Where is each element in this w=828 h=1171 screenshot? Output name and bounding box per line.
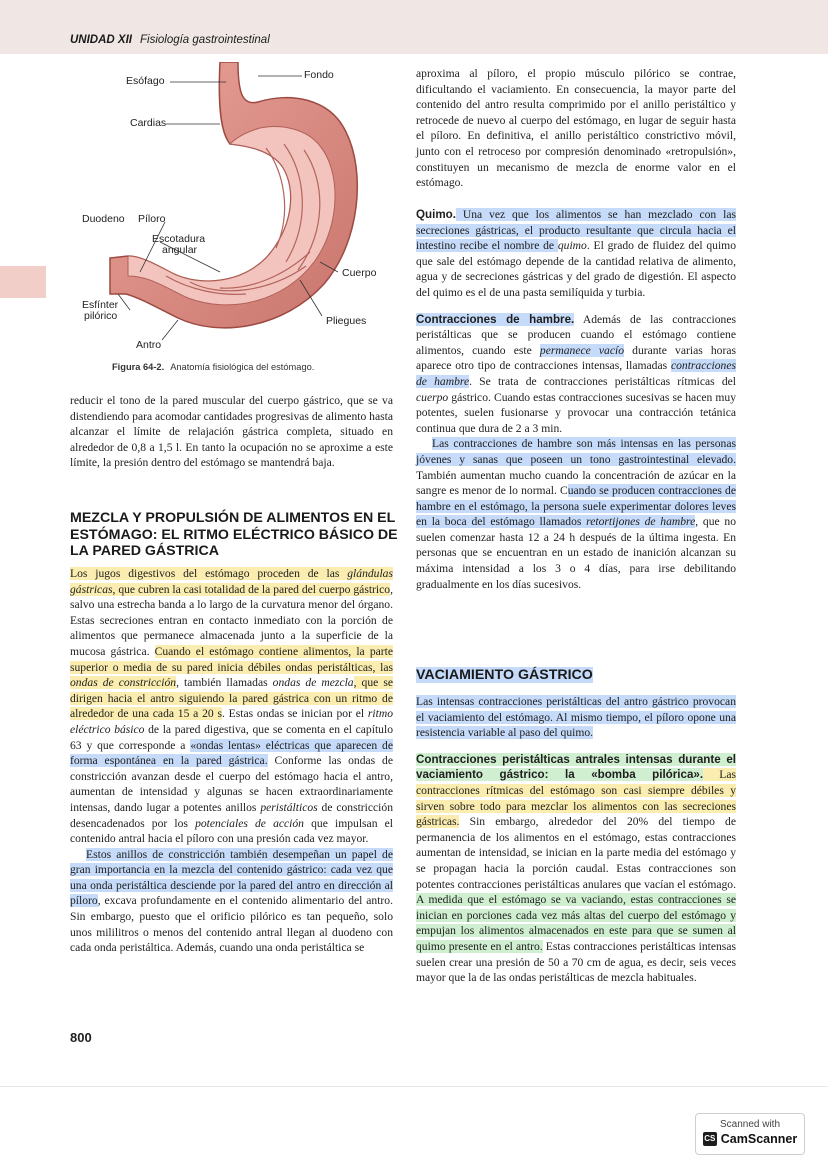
hambre-paragraph: Contracciones de hambre. Además de las contracciones peristálticas que se producen cuando el estómago contiene alimentos, cuando este permanece vacío durante varias horas aparece otro tipo de contracciones intensas, llamadas contracciones de hambre. Se trata de contracciones peristálticas rítmicas del cuerpo gástrico. Cuando estas contracciones sucesivas se hacen muy potentes, suelen fusionarse y provocar una contracción tetánica continua que dura de 2 a 3 min.	[416, 312, 737, 435]
label-esofago: Esófago	[126, 75, 165, 87]
section-title-vaciamiento: VACIAMIENTO GÁSTRICO	[416, 667, 593, 683]
label-antro: Antro	[136, 339, 162, 351]
text-paragraph: reducir el tono de la pared muscular del cuerpo gástrico, que se va distendiendo para acomodar cantidades progresivas de alimento hasta alcanzar el límite de relajación gástrica completa, situado en alrededor de 0,8 a 1,5 l. En tanto la ocupación no se aproxime a este límite, la presión dentro del estómago se mantendrá baja.	[70, 394, 393, 470]
label-cardias: Cardias	[130, 117, 167, 129]
caption-text: Anatomía fisiológica del estómago.	[170, 362, 315, 372]
label-cuerpo: Cuerpo	[342, 267, 377, 279]
caption-number: Figura 64-2.	[112, 362, 165, 372]
right-column-vaciamiento	[416, 694, 736, 986]
quimo-paragraph: Quimo. Una vez que los alimentos se han mezclado con las secreciones gástricas, el producto resultante que circula hacia el intestino recibe el nombre de quimo. El grado de fluidez del quimo que sale del estómago depende de la cantidad relativa de alimento, agua y de secreciones gástricas y del grado de digestión. El aspecto del quimo es el de una pasta semilíquida y turbia.	[416, 208, 736, 299]
label-fondo: Fondo	[304, 69, 334, 81]
running-header	[70, 34, 270, 46]
page-number: 800	[70, 1030, 92, 1045]
left-column-body	[70, 566, 393, 956]
unit-label: UNIDAD XII	[70, 34, 132, 46]
label-esfinter: Esfínter	[82, 299, 119, 311]
camscanner-logo-icon: CS	[703, 1132, 717, 1146]
label-piloro: Píloro	[138, 213, 166, 225]
text-paragraph: Estos anillos de constricción también desempeñan un papel de gran importancia en la mezcla del contenido gástrico: cada vez que una onda peristáltica desciende por la pared del antro en dirección al píloro, excava profundamente en el contenido alimentario del antro. Sin embargo, puesto que el orificio pilórico es tan pequeño, solo unos mililitros o menos del contenido antral llegan al duodeno con cada onda peristáltica. Además, cuando una onda peristáltica se	[70, 847, 393, 955]
section-title-mezcla: MEZCLA Y PROPULSIÓN DE ALIMENTOS EN EL ESTÓMAGO: EL RITMO ELÉCTRICO BÁSICO DE LA PARED GÁSTRICA	[70, 510, 398, 559]
camscanner-badge	[695, 1113, 805, 1155]
camscanner-name: CamScanner	[720, 1132, 798, 1146]
stomach-figure	[70, 62, 390, 362]
side-tab	[0, 266, 46, 298]
label-pilorico: pilórico	[84, 310, 118, 322]
label-escotadura: Escotadura	[152, 233, 206, 245]
label-angular: angular	[162, 244, 198, 256]
figure-caption	[112, 362, 314, 372]
header-title: Fisiología gastrointestinal	[139, 34, 270, 46]
left-paragraph-1	[70, 393, 393, 471]
label-pliegues: Pliegues	[326, 315, 367, 327]
footer-divider	[0, 1086, 828, 1087]
bomba-pilorica-paragraph: Contracciones peristálticas antrales intensas durante el vaciamiento gástrico: la «bomba pilórica». Las contracciones rítmicas del estómago son casi siempre débiles y sirven sobre todo para mezclar los alimentos con las secreciones gástricas. Sin embargo, alrededor del 20% del tiempo de permanencia de los alimentos en el estómago, estas contracciones aumentan de intensidad, se inician en la parte media del estómago y se propagan hacia la porción caudal. Estas contracciones son potentes contracciones peristálticas anulares que vacían el estómago. A medida que el estómago se va vaciando, estas contracciones se inician en porciones cada vez más altas del cuerpo del estómago y empujan los alimentos almacenados en este para que se sumen al quimo presente en el antro. Estas contracciones peristálticas intensas suelen crear una presión de 50 a 70 cm de agua, es decir, seis veces mayor que la de las ondas peristálticas de mezcla habituales.	[416, 752, 736, 985]
vaciamiento-paragraph: Las intensas contracciones peristálticas del antro gástrico provocan el vaciamiento del estómago. Al mismo tiempo, el píloro opone una resistencia variable al paso del quimo.	[416, 695, 736, 740]
label-duodeno: Duodeno	[82, 213, 125, 225]
right-column-mid	[416, 207, 736, 592]
right-paragraph-1	[416, 66, 736, 191]
scanned-with-label: Scanned with	[719, 1119, 781, 1130]
hambre-paragraph-2: Las contracciones de hambre son más intensas en las personas jóvenes y sanas que poseen un tono gastrointestinal elevado. También aumentan mucho cuando la concentración de azúcar en la sangre es menor de lo normal. Cuando se producen contracciones de hambre en el estómago, la persona suele experimentar dolores leves en la boca del estómago llamados retortijones de hambre, que no suelen comenzar hasta 12 a 24 h después de la última ingesta. En personas que se encuentran en un estado de inanición alcanzan su máxima intensidad a los 3 o 4 días, para irse debilitando gradualmente en los días sucesivos.	[416, 437, 736, 591]
text-paragraph: aproxima al píloro, el propio músculo pilórico se contrae, dificultando el vaciamiento. En consecuencia, la mayor parte del contenido del antro resulta comprimido por el anillo peristáltico y retrocede de nuevo al cuerpo del estómago, en lugar de seguir hasta el píloro. En definitiva, el anillo peristáltico constrictivo móvil, junto con el retroceso por compresión denominado «retropulsión», constituyen un mecanismo de mezcla de enorme valor en el estómago.	[416, 67, 736, 190]
text-paragraph: Los jugos digestivos del estómago proceden de las glándulas gástricas, que cubren la casi totalidad de la pared del cuerpo gástrico, salvo una estrecha banda a lo largo de la curvatura menor del órgano. Estas secreciones entran en contacto inmediato con la porción de alimentos que permanece almacenada junto a la superficie de la mucosa gástrica. Cuando el estómago contiene alimentos, la parte superior o media de su pared inicia débiles ondas peristálticas, las ondas de constricción, también llamadas ondas de mezcla, que se dirigen hacia el antro siguiendo la pared gástrica con un ritmo de alrededor de una cada 15 a 20 s. Estas ondas se inician por el ritmo eléctrico básico de la pared digestiva, que se comenta en el capítulo 63 y que corresponde a «ondas lentas» eléctricas que aparecen de forma espontánea en la pared gástrica. Conforme las ondas de constricción avanzan desde el cuerpo del estómago hacia el antro, aumentan de intensidad y algunas se hacen extraordinariamente intensas, dando lugar a potentes anillos peristálticos de constricción desencadenados por los potenciales de acción que impulsan el contenido antral hacia el píloro con una presión cada vez mayor.	[70, 567, 394, 846]
